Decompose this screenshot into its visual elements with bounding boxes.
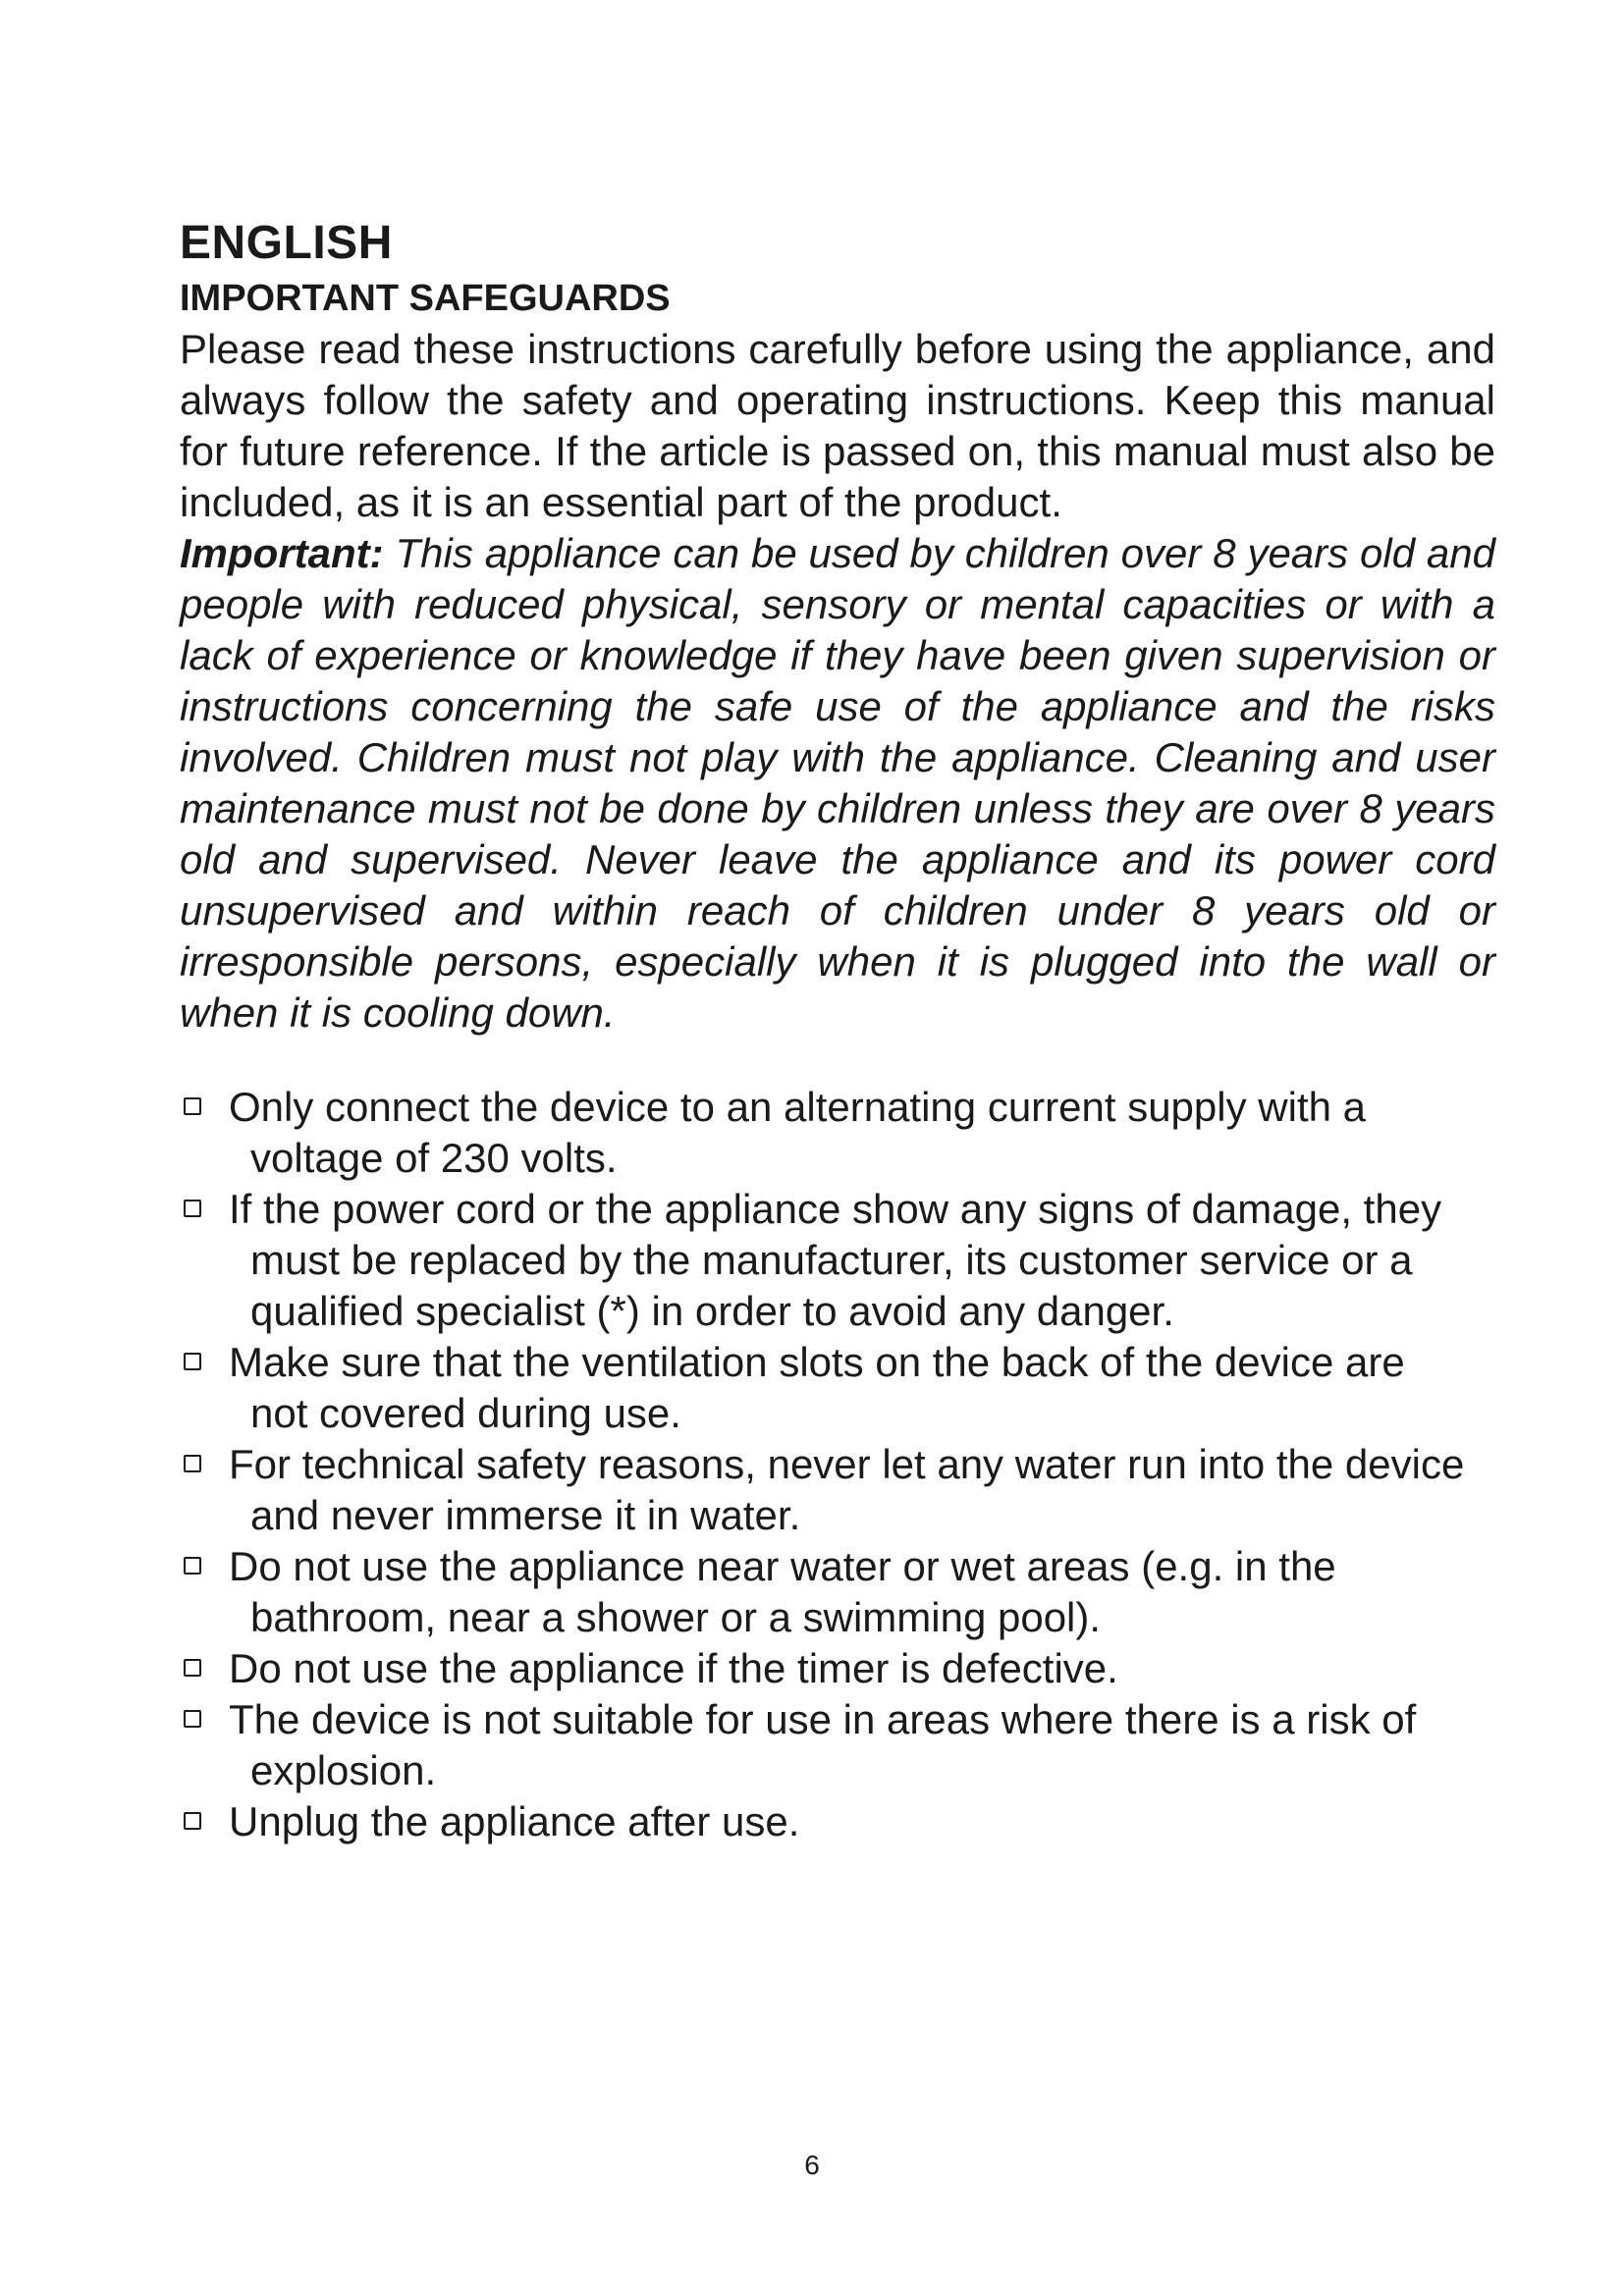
section-heading: IMPORTANT SAFEGUARDS <box>180 278 671 319</box>
list-item <box>180 1541 1468 1643</box>
checkbox-square-icon <box>184 1455 201 1472</box>
list-item-text: Only connect the device to an alternating current supply with a voltage of 230 volts. <box>229 1084 1366 1181</box>
list-item-text: Unplug the appliance after use. <box>229 1798 800 1844</box>
list-item <box>180 1184 1468 1337</box>
important-lead: Important: <box>180 530 384 576</box>
list-item-text: Do not use the appliance near water or wet areas (e.g. in the bathroom, near a shower or a swimming pool). <box>229 1543 1336 1640</box>
list-item <box>180 1643 1468 1694</box>
list-item-text: Do not use the appliance if the timer is defective. <box>229 1645 1118 1691</box>
page-number: 6 <box>804 2150 820 2180</box>
language-heading: ENGLISH <box>180 217 393 269</box>
checkbox-square-icon <box>184 1353 201 1370</box>
list-item <box>180 1337 1468 1439</box>
checkbox-square-icon <box>184 1557 201 1575</box>
list-item <box>180 1439 1468 1541</box>
checkbox-square-icon <box>184 1812 201 1830</box>
important-notice <box>180 528 1495 1039</box>
page-content <box>180 214 1495 1847</box>
list-item <box>180 1694 1468 1796</box>
list-item <box>180 1082 1468 1184</box>
list-item-text: For technical safety reasons, never let any water run into the device and never immerse it in water. <box>229 1441 1465 1538</box>
checkbox-square-icon <box>184 1200 201 1217</box>
list-item <box>180 1796 1468 1847</box>
list-item-text: If the power cord or the appliance show any signs of damage, they must be replaced by the manufacturer, its customer service or a qualified specialist (*) in order to avoid any danger. <box>229 1186 1442 1334</box>
checkbox-square-icon <box>184 1659 201 1677</box>
checkbox-square-icon <box>184 1097 201 1115</box>
checkbox-square-icon <box>184 1710 201 1728</box>
important-text: This appliance can be used by children over 8 years old and people with reduced physical, sensory or mental capacities or with a lack of experience or knowledge if they have been given supervision or instructions concerning the safe use of the appliance and the risks involved. Children must not play with the appliance. Cleaning and user maintenance must not be done by children unless they are over 8 years old and supervised. Never leave the appliance and its power cord unsupervised and within reach of children under 8 years old or irresponsible persons, especially when it is plugged into the wall or when it is cooling down. <box>180 530 1495 1036</box>
list-item-text: The device is not suitable for use in areas where there is a risk of explosion. <box>229 1696 1417 1793</box>
safety-list <box>180 1082 1495 1847</box>
intro-paragraph: Please read these instructions carefully before using the appliance, and always follow the safety and operating instructions. Keep this manual for future reference. If the article is passed on, this manual must also be included, as it is an essential part of the product. <box>180 326 1495 525</box>
list-item-text: Make sure that the ventilation slots on the back of the device are not covered during use. <box>229 1339 1405 1436</box>
